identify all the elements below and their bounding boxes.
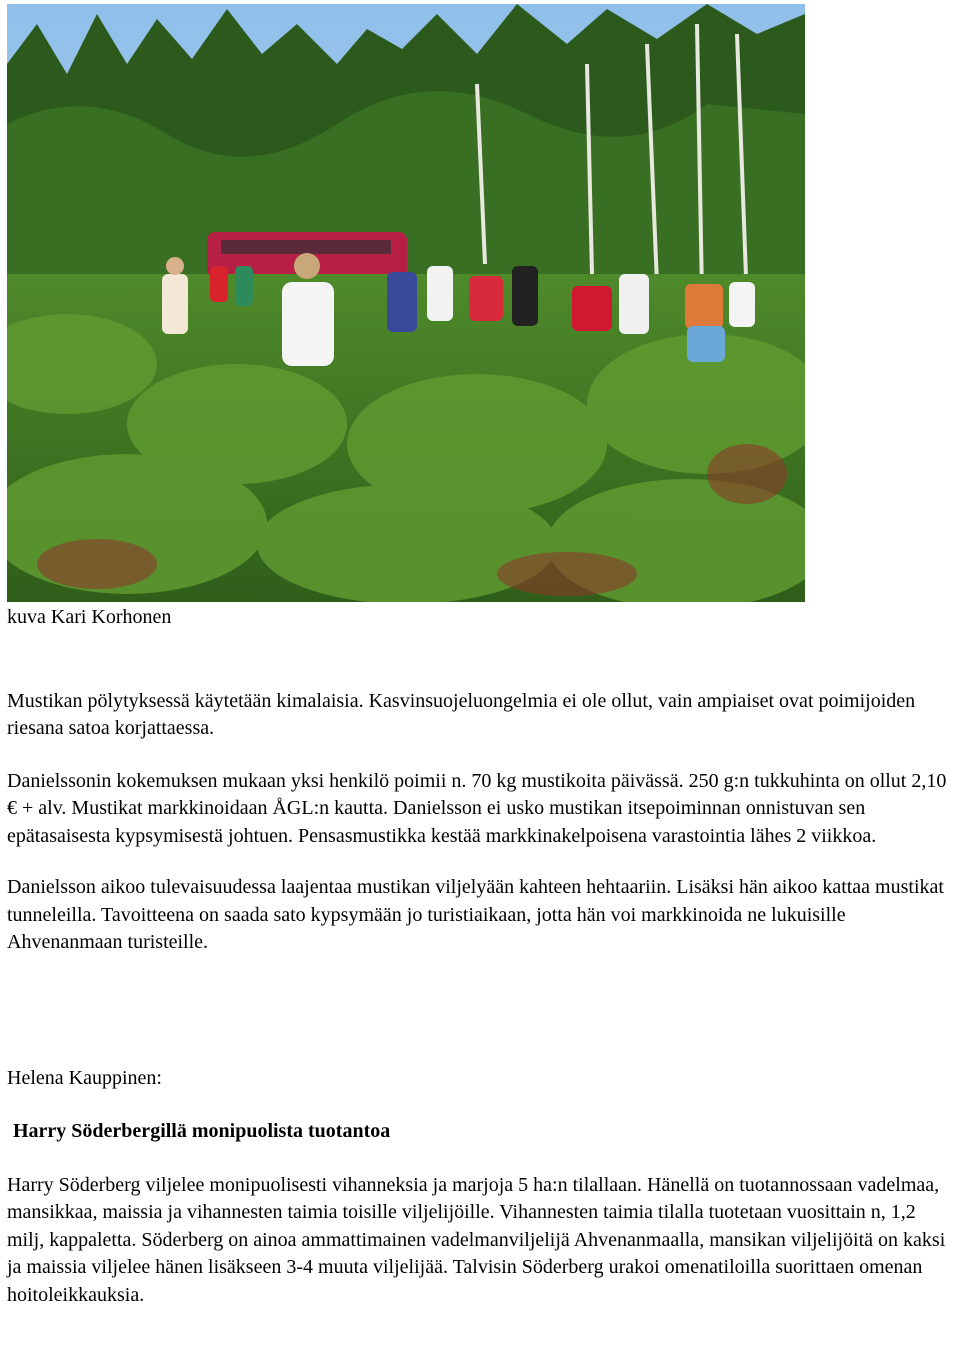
document-page bbox=[7, 4, 957, 1309]
paragraph-pollination: Mustikan pölytyksessä käytetään kimalaisia. Kasvinsuojeluongelmia ei ole ollut, vain ampiaiset ovat poimijoiden riesana satoa korjattaessa. bbox=[7, 689, 916, 739]
article-heading: Harry Söderbergillä monipuolista tuotantoa bbox=[13, 1120, 391, 1142]
blueberry-field-photo bbox=[7, 4, 805, 602]
paragraph-soderberg: Harry Söderberg viljelee monipuolisesti vihanneksia ja marjoja 5 ha:n tilallaan. Hänellä on tuotannossaan vadelmaa, mansikkaa, maissia ja vihannesten taimia toisille viljelijöille. Vihannesten taimia tilalla tuotetaan vuosittain n, 1,2 milj, kappaletta. Söderberg on ainoa ammattimainen vadelmanviljelijä Ahvenanmaalla, mansikan viljelijöitä on kaksi ja maissia viljelee hänen lisäkseen 3-4 muuta viljelijää. Talvisin Söderberg urakoi omenatiloilla suorittaen omenan hoitoleikkauksia. bbox=[7, 1173, 946, 1306]
paragraph-harvest: Danielssonin kokemuksen mukaan yksi henkilö poimii n. 70 kg mustikoita päivässä. 250 g:n tukkuhinta on ollut 2,10 € + alv. Mustikat markkinoidaan ÅGL:n kautta. Danielsson ei usko mustikan itsepoiminnan onnistuvan sen epätasaisesta kypsymisestä johtuen. Pensasmustikka kestää markkinakelpoisena varastointia lähes 2 viikkoa. bbox=[7, 769, 947, 847]
author-name: Helena Kauppinen: bbox=[7, 1066, 162, 1089]
photo-caption: kuva Kari Korhonen bbox=[7, 606, 172, 628]
paragraph-plans: Danielsson aikoo tulevaisuudessa laajentaa mustikan viljelyään kahteen hehtaariin. Lisäksi hän aikoo kattaa mustikat tunneleilla. Tavoitteena on saada sato kypsymään jo turistiaikaan, jotta hän voi markkinoida ne lukuisille Ahvenanmaan turisteille. bbox=[7, 876, 944, 953]
photo-illustration bbox=[7, 4, 805, 602]
